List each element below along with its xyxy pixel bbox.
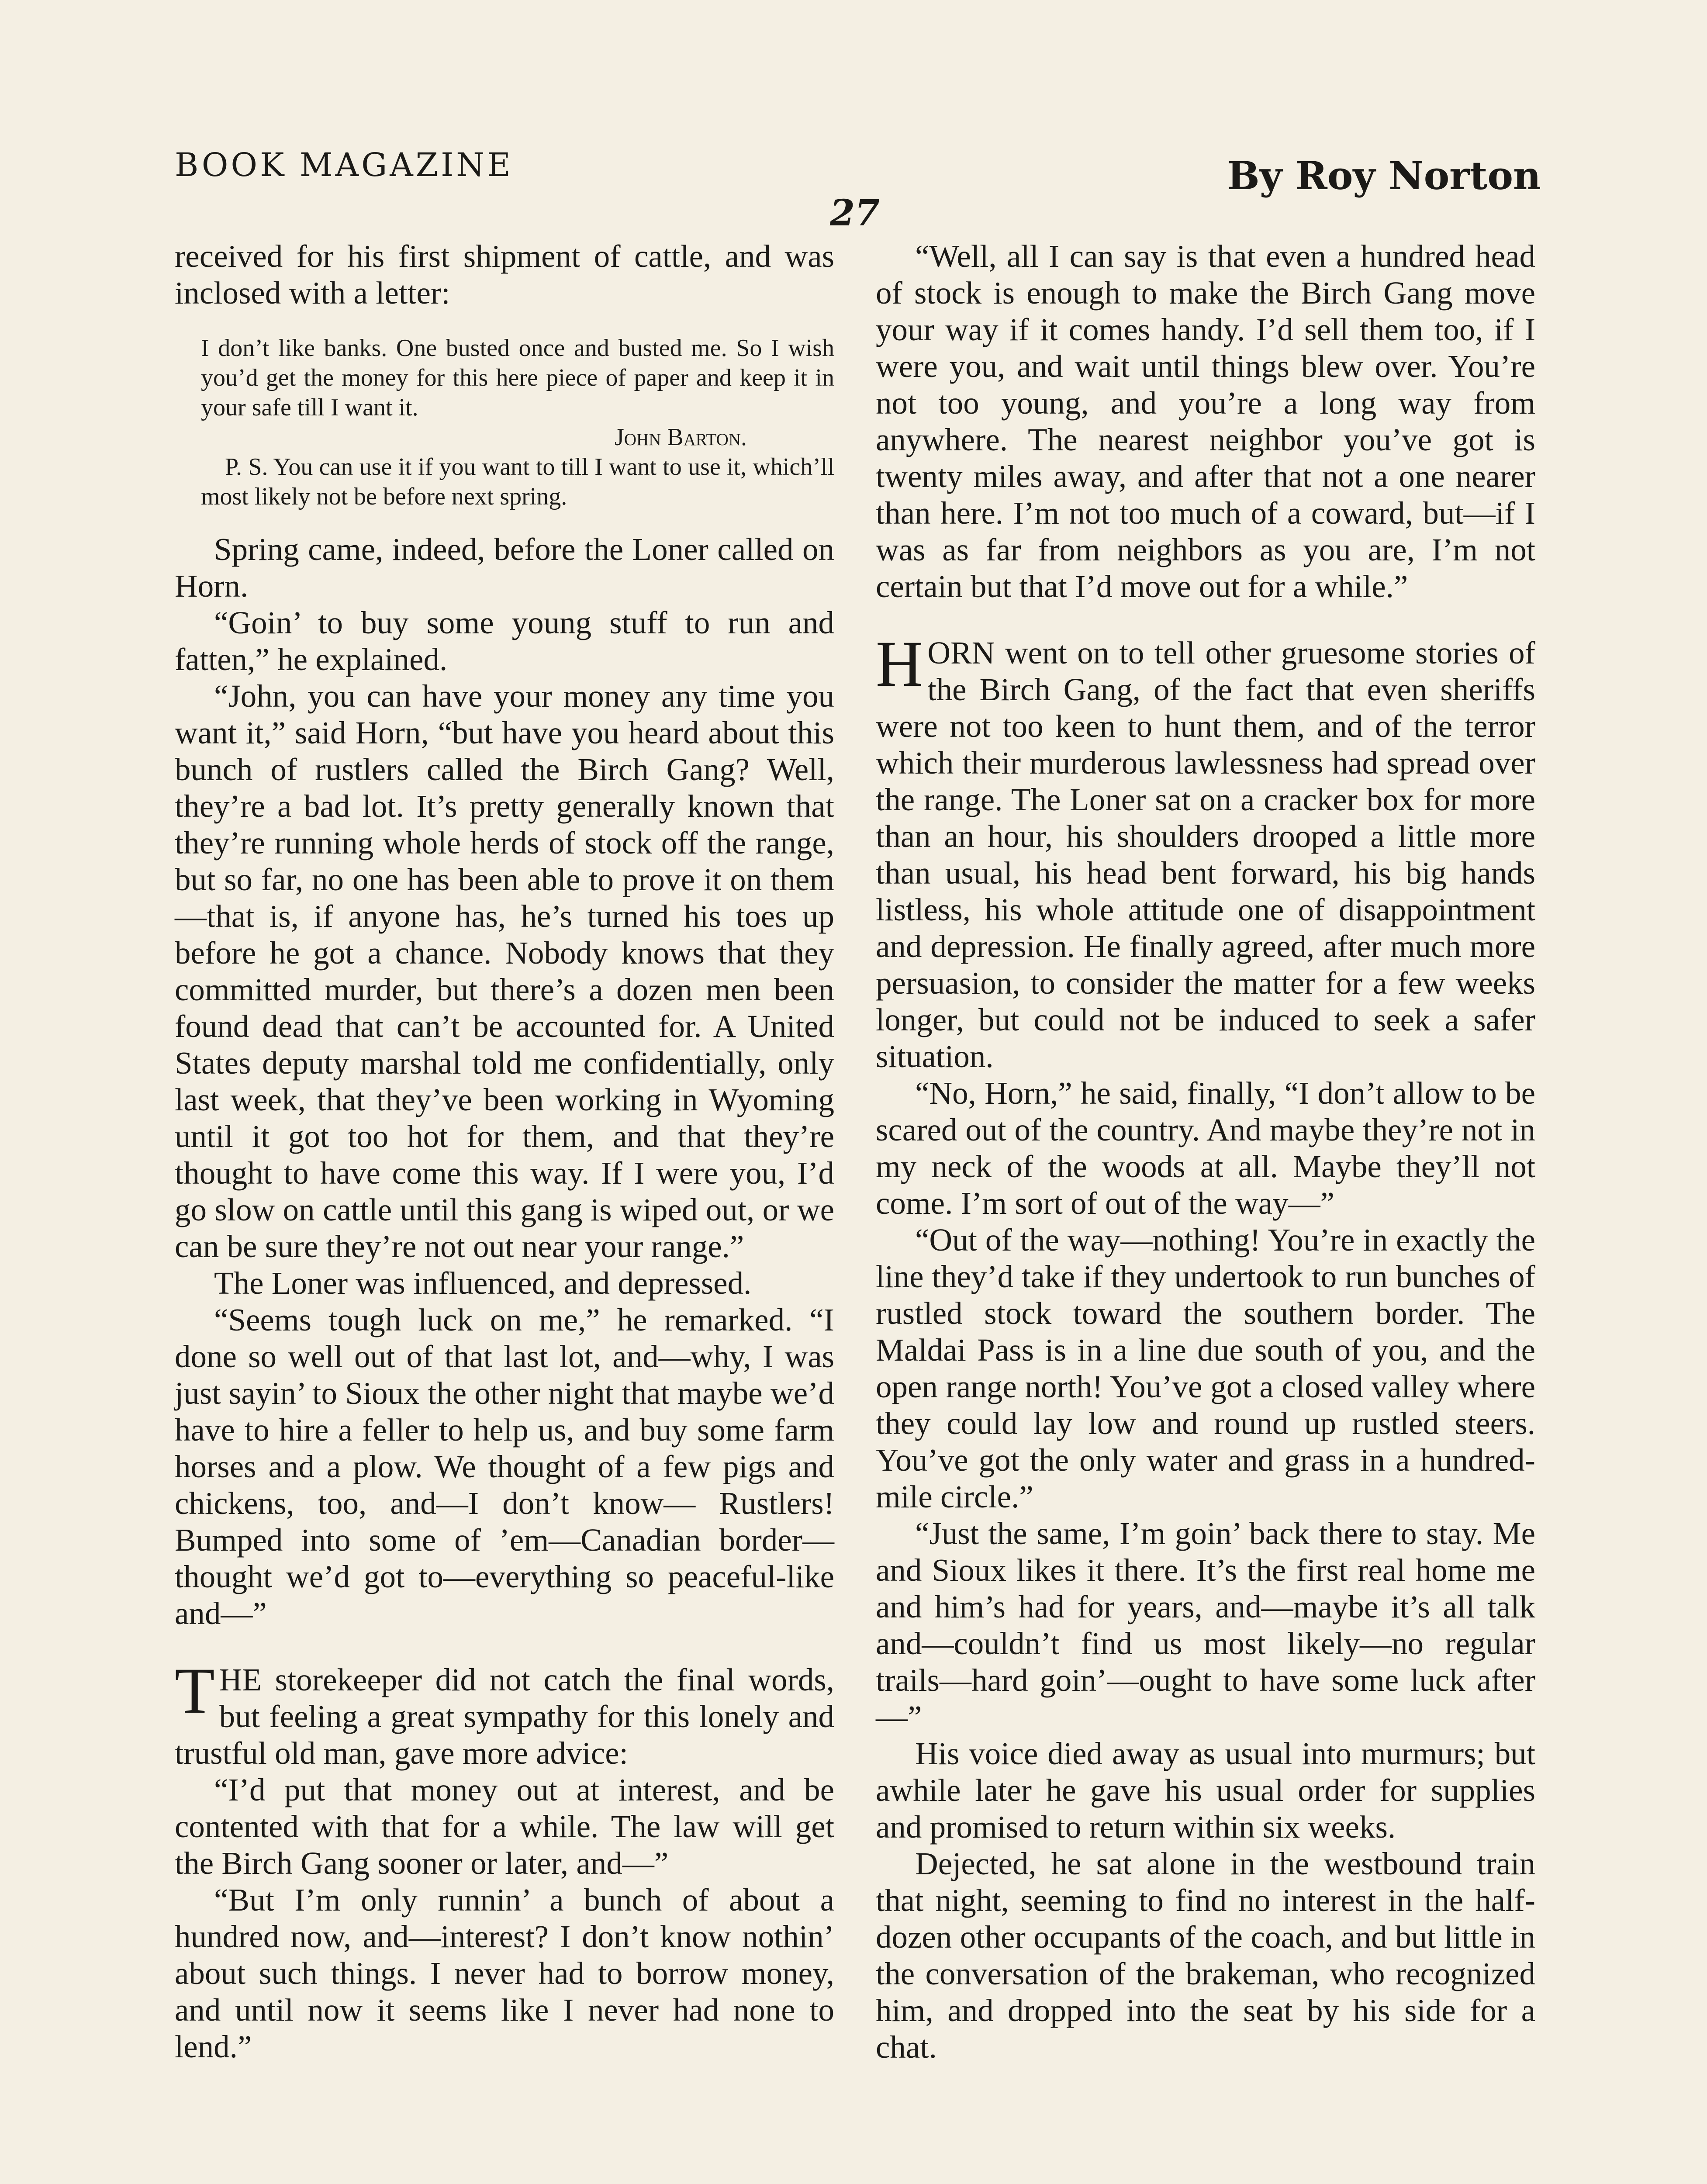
paragraph: “I’d put that money out at interest, and be contented with that for a while. The law will get the Birch Gang sooner or later, and—” xyxy=(175,1772,834,1881)
paragraph: His voice died away as usual into murmurs; but awhile later he gave his usual order for supplies and promised to return within six weeks. xyxy=(876,1736,1535,1845)
paragraph: The Loner was influenced, and depressed. xyxy=(214,1265,752,1301)
paragraph: “Just the same, I’m goin’ back there to stay. Me and Sioux likes it there. It’s the first real home me and him’s had for years, and—maybe it’s all talk and—couldn’t find us most likely—no regular trails—hard goin’—ought to have some luck after—” xyxy=(876,1516,1535,1735)
section-opening-paragraph xyxy=(175,1655,834,1772)
left-column xyxy=(175,238,834,2065)
paragraph: “Well, all I can say is that even a hundred head of stock is enough to make the Birch Gang move your way if it comes handy. I’d sell them too, if I were you, and wait until things blew over. You’re not too young, and you’re a long way from anywhere. The nearest neighbor you’ve got is twenty miles away, and after that not a one nearer than here. I’m not too much of a coward, but—if I was as far from neighbors as you are, I’m not certain but that I’d move out for a while.” xyxy=(876,238,1535,604)
drop-cap: T xyxy=(175,1655,215,1727)
right-column xyxy=(876,238,1535,2066)
section-opening-paragraph xyxy=(876,628,1535,1075)
paragraph: “Goin’ to buy some young stuff to run and fatten,” he explained. xyxy=(175,605,834,677)
paragraph: “Out of the way—nothing! You’re in exactly the line they’d take if they undertook to run bunches of rustled stock toward the southern border. The Maldai Pass is in a line due south of you, and the open range north! You’ve got a closed valley where they could lay low and round up rustled steers. You’ve got the only water and grass in a hundred-mile circle.” xyxy=(876,1222,1535,1514)
paragraph: Dejected, he sat alone in the westbound train that night, seeming to find no interest in the half-dozen other occupants of the coach, and but little in the conversation of the brakeman, who recognized him, and dropped into the seat by his side for a chat. xyxy=(876,1846,1535,2065)
paragraph: “No, Horn,” he said, finally, “I don’t allow to be scared out of the country. And maybe they’re not in my neck of the woods at all. Maybe they’ll not come. I’m sort of out of the way—” xyxy=(876,1075,1535,1221)
drop-cap: H xyxy=(876,628,923,700)
paragraph: Spring came, indeed, before the Loner called on Horn. xyxy=(175,532,834,604)
author-byline: By Roy Norton xyxy=(1227,153,1541,198)
quoted-letter xyxy=(201,333,834,511)
page-number: 27 xyxy=(830,192,880,234)
paragraph: “Seems tough luck on me,” he remarked. “I done so well out of that last lot, and—why, I was just sayin’ to Sioux the other night that maybe we’d have to hire a feller to help us, and buy some farm horses and a plow. We thought of a few pigs and chickens, too, and—I don’t know— Rustlers! Bumped into some of ’em—Canadian border—thought we’d got to—everything so peaceful-like and—” xyxy=(175,1302,834,1631)
paragraph-text: HE storekeeper did not catch the final words, but feeling a great sympathy for this lonely and trustful old man, gave more advice: xyxy=(175,1662,834,1771)
paragraph: “John, you can have your money any time you want it,” said Horn, “but have you heard about this bunch of rustlers called the Birch Gang? Well, they’re a bad lot. It’s pretty generally known that they’re running whole herds of stock off the range, but so far, no one has been able to prove it on them—that is, if anyone has, he’s turned his toes up before he got a chance. Nobody knows that they committed murder, but there’s a dozen men been found dead that can’t be accounted for. A United States deputy marshal told me confidentially, only last week, that they’ve been working in Wyoming until it got too hot for them, and that they’re thought to have come this way. If I were you, I’d go slow on cattle until this gang is wiped out, or we can be sure they’re not out near your range.” xyxy=(175,678,834,1264)
letter-body: I don’t like banks. One busted once and busted me. So I wish you’d get the money for this here piece of paper and keep it in your safe till I want it. xyxy=(201,335,834,421)
paragraph: received for his first shipment of cattle, and was inclosed with a letter: xyxy=(175,238,834,311)
paragraph: “But I’m only runnin’ a bunch of about a hundred now, and—interest? I don’t know nothin’ about such things. I never had to borrow money, and until now it seems like I never had none to lend.” xyxy=(175,1882,834,2064)
paragraph-text: ORN went on to tell other gruesome stories of the Birch Gang, of the fact that even sheriffs were not too keen to hunt them, and of the terror which their murderous lawlessness had spread over the range. The Loner sat on a cracker box for more than an hour, his shoulders drooped a little more than usual, his head bent forward, his big hands listless, his whole attitude one of disappointment and depression. He finally agreed, after much more persuasion, to consider the matter for a few weeks longer, but could not be induced to seek a safer situation. xyxy=(876,635,1535,1074)
letter-signature: John Barton. xyxy=(615,424,747,451)
section-break xyxy=(175,1632,834,1662)
magazine-title: BOOK MAGAZINE xyxy=(175,146,514,184)
section-break xyxy=(876,605,1535,635)
letter-postscript: P. S. You can use it if you want to till I want to use it, which’ll most likely not be before next spring. xyxy=(201,453,834,510)
